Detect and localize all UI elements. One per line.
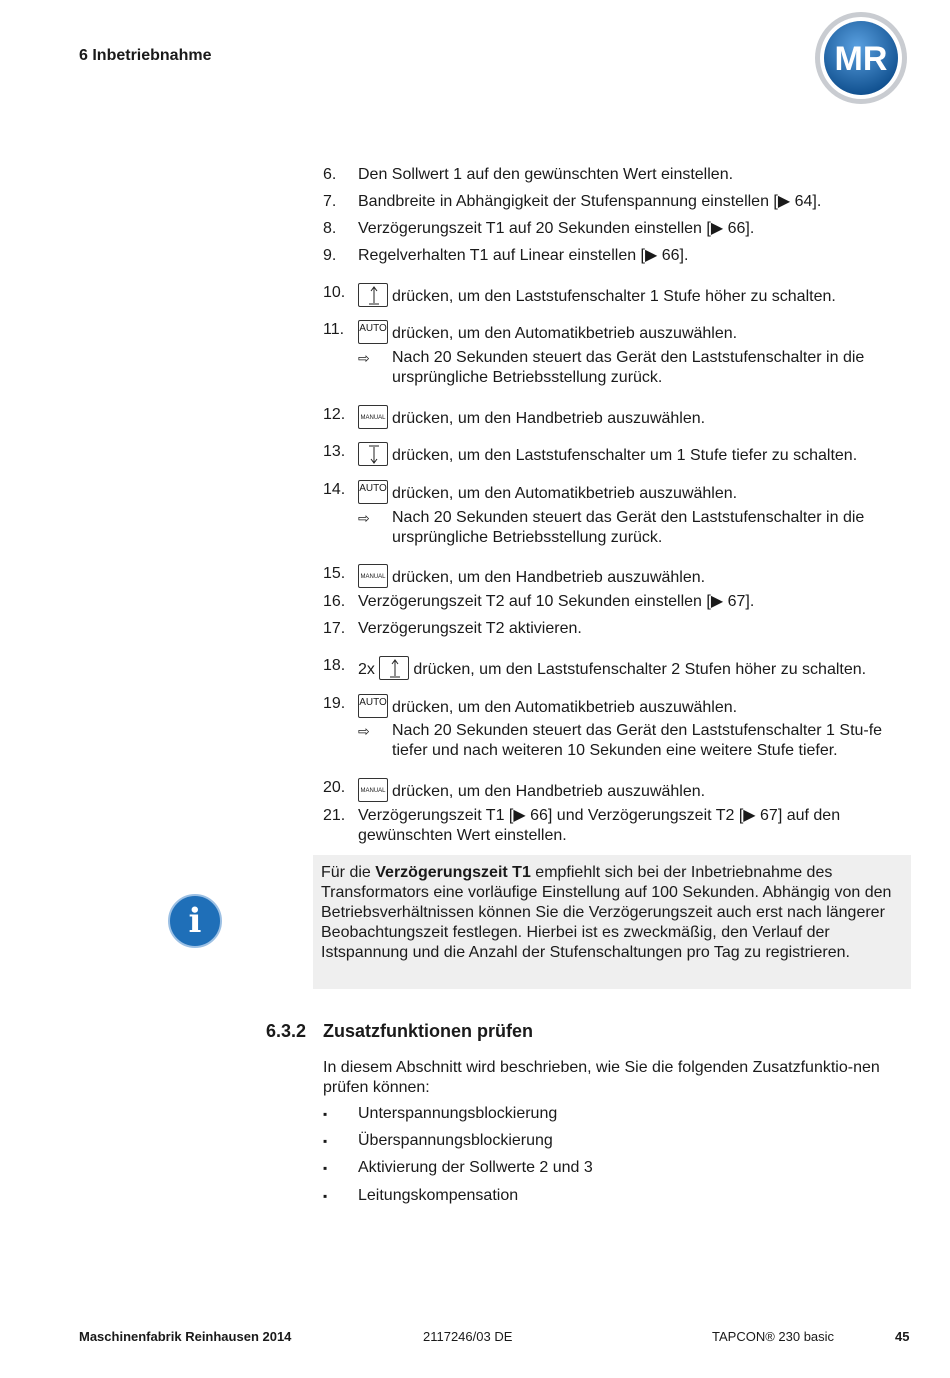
step-number: 21. bbox=[323, 807, 346, 824]
lower-key bbox=[358, 442, 388, 466]
step-number: 8. bbox=[323, 220, 337, 237]
step-number: 16. bbox=[323, 593, 346, 610]
info-text bbox=[321, 863, 903, 963]
step-number: 9. bbox=[323, 247, 337, 264]
info-text-part: empfiehlt sich bei der Inbetriebnahme des Transformators eine vorläufige Einstellung auf 100 Sekunden. Abhängig von den Betriebsverhältnissen können Sie die Verzögerungszeit auch erst nach längerer Beobachtungszeit festlegen. Hierbei ist es zweckmäßig, den Verlauf der Istspannung und die Anzahl der Stufenschaltungen pro Tag zu registrieren. bbox=[321, 864, 892, 961]
step-text: drücken, um den Handbetrieb auszuwählen. bbox=[392, 410, 706, 427]
info-box bbox=[313, 855, 911, 989]
manual-key-label: MANUAL bbox=[360, 788, 386, 794]
footer-company: Maschinenfabrik Reinhausen 2014 bbox=[79, 1329, 292, 1344]
list-item-text: Aktivierung der Sollwerte 2 und 3 bbox=[358, 1159, 593, 1176]
step-text: drücken, um den Laststufenschalter 2 Stufen höher zu schalten. bbox=[413, 661, 867, 678]
footer-product: TAPCON® 230 basic bbox=[712, 1329, 835, 1344]
step-text: Den Sollwert 1 auf den gewünschten Wert einstellen. bbox=[358, 166, 734, 183]
step-number: 12. bbox=[323, 406, 346, 423]
step-text: drücken, um den Handbetrieb auszuwählen. bbox=[392, 783, 706, 800]
bullet-icon: ▪ bbox=[323, 1161, 328, 1175]
step-text: Verzögerungszeit T2 auf 10 Sekunden einstellen [▶ 67]. bbox=[358, 593, 755, 610]
manual-key-label: MANUAL bbox=[360, 415, 386, 421]
auto-key-label: AUTO bbox=[359, 323, 387, 334]
result-arrow-icon: ⇨ bbox=[358, 350, 370, 366]
step-number: 11. bbox=[323, 321, 345, 338]
bullet-icon: ▪ bbox=[323, 1189, 328, 1203]
step-text: drücken, um den Laststufenschalter um 1 Stufe tiefer zu schalten. bbox=[392, 447, 858, 464]
step-text: Verzögerungszeit T2 aktivieren. bbox=[358, 620, 582, 637]
raise-key bbox=[379, 656, 409, 680]
step-text: Bandbreite in Abhängigkeit der Stufenspannung einstellen [▶ 64]. bbox=[358, 193, 822, 210]
info-text-part: Für die bbox=[321, 864, 376, 881]
step-text: drücken, um den Automatikbetrieb auszuwählen. bbox=[392, 699, 738, 716]
step-prefix: 2x bbox=[358, 661, 375, 678]
auto-key-label: AUTO bbox=[359, 697, 387, 708]
bullet-icon: ▪ bbox=[323, 1134, 328, 1148]
result-arrow-icon: ⇨ bbox=[358, 723, 370, 739]
step-text: drücken, um den Laststufenschalter 1 Stufe höher zu schalten. bbox=[392, 288, 836, 305]
list-item-text: Unterspannungsblockierung bbox=[358, 1105, 558, 1122]
auto-key bbox=[358, 480, 388, 504]
footer-doc-number: 2117246/03 DE bbox=[423, 1329, 513, 1344]
auto-key-label: AUTO bbox=[359, 483, 387, 494]
step-number: 13. bbox=[323, 443, 346, 460]
list-item-text: Leitungskompensation bbox=[358, 1187, 519, 1204]
step-number: 20. bbox=[323, 779, 346, 796]
step-text: drücken, um den Automatikbetrieb auszuwählen. bbox=[392, 325, 738, 342]
lower-arrow-icon bbox=[359, 443, 389, 467]
section-title: Zusatzfunktionen prüfen bbox=[323, 1021, 533, 1041]
step-text: drücken, um den Automatikbetrieb auszuwählen. bbox=[392, 485, 738, 502]
step-number: 14. bbox=[323, 481, 346, 498]
auto-key bbox=[358, 694, 388, 718]
section-number: 6.3.2 bbox=[266, 1021, 307, 1041]
step-text: Verzögerungszeit T1 [▶ 66] und Verzögerungszeit T2 [▶ 67] auf den gewünschten Wert einstellen. bbox=[358, 807, 841, 844]
section-intro: In diesem Abschnitt wird beschrieben, wie Sie die folgenden Zusatzfunktio-nen prüfen können: bbox=[323, 1059, 880, 1096]
manual-key-label: MANUAL bbox=[360, 574, 386, 580]
step-number: 19. bbox=[323, 695, 346, 712]
step-number: 18. bbox=[323, 657, 346, 674]
result-text: Nach 20 Sekunden steuert das Gerät den Laststufenschalter 1 Stu-fe tiefer und nach weiteren 10 Sekunden eine weitere Stufe tiefer. bbox=[392, 722, 883, 759]
raise-key bbox=[358, 283, 388, 307]
manual-key bbox=[358, 405, 388, 429]
result-text: Nach 20 Sekunden steuert das Gerät den Laststufenschalter in die ursprüngliche Betriebsstellung zurück. bbox=[392, 349, 865, 386]
step-text: Regelverhalten T1 auf Linear einstellen [▶ 66]. bbox=[358, 247, 689, 264]
step-number: 7. bbox=[323, 193, 337, 210]
manual-key bbox=[358, 778, 388, 802]
footer-page-number: 45 bbox=[895, 1329, 910, 1344]
mr-logo bbox=[813, 10, 909, 106]
step-number: 6. bbox=[323, 166, 337, 183]
info-icon: i bbox=[168, 894, 222, 948]
manual-key bbox=[358, 564, 388, 588]
logo-text: MR bbox=[834, 40, 888, 78]
step-number: 15. bbox=[323, 565, 346, 582]
list-item-text: Überspannungsblockierung bbox=[358, 1132, 553, 1149]
raise-arrow-icon bbox=[359, 284, 389, 308]
info-text-bold: Verzögerungszeit T1 bbox=[375, 864, 531, 881]
result-text: Nach 20 Sekunden steuert das Gerät den Laststufenschalter in die ursprüngliche Betriebsstellung zurück. bbox=[392, 509, 865, 546]
step-number: 10. bbox=[323, 284, 346, 301]
auto-key bbox=[358, 320, 388, 344]
step-text: drücken, um den Handbetrieb auszuwählen. bbox=[392, 569, 706, 586]
step-text: Verzögerungszeit T1 auf 20 Sekunden einstellen [▶ 66]. bbox=[358, 220, 755, 237]
raise-arrow-icon bbox=[380, 657, 410, 681]
result-arrow-icon: ⇨ bbox=[358, 510, 370, 526]
bullet-icon: ▪ bbox=[323, 1107, 328, 1121]
header-section-title: 6 Inbetriebnahme bbox=[79, 47, 212, 64]
step-number: 17. bbox=[323, 620, 346, 637]
